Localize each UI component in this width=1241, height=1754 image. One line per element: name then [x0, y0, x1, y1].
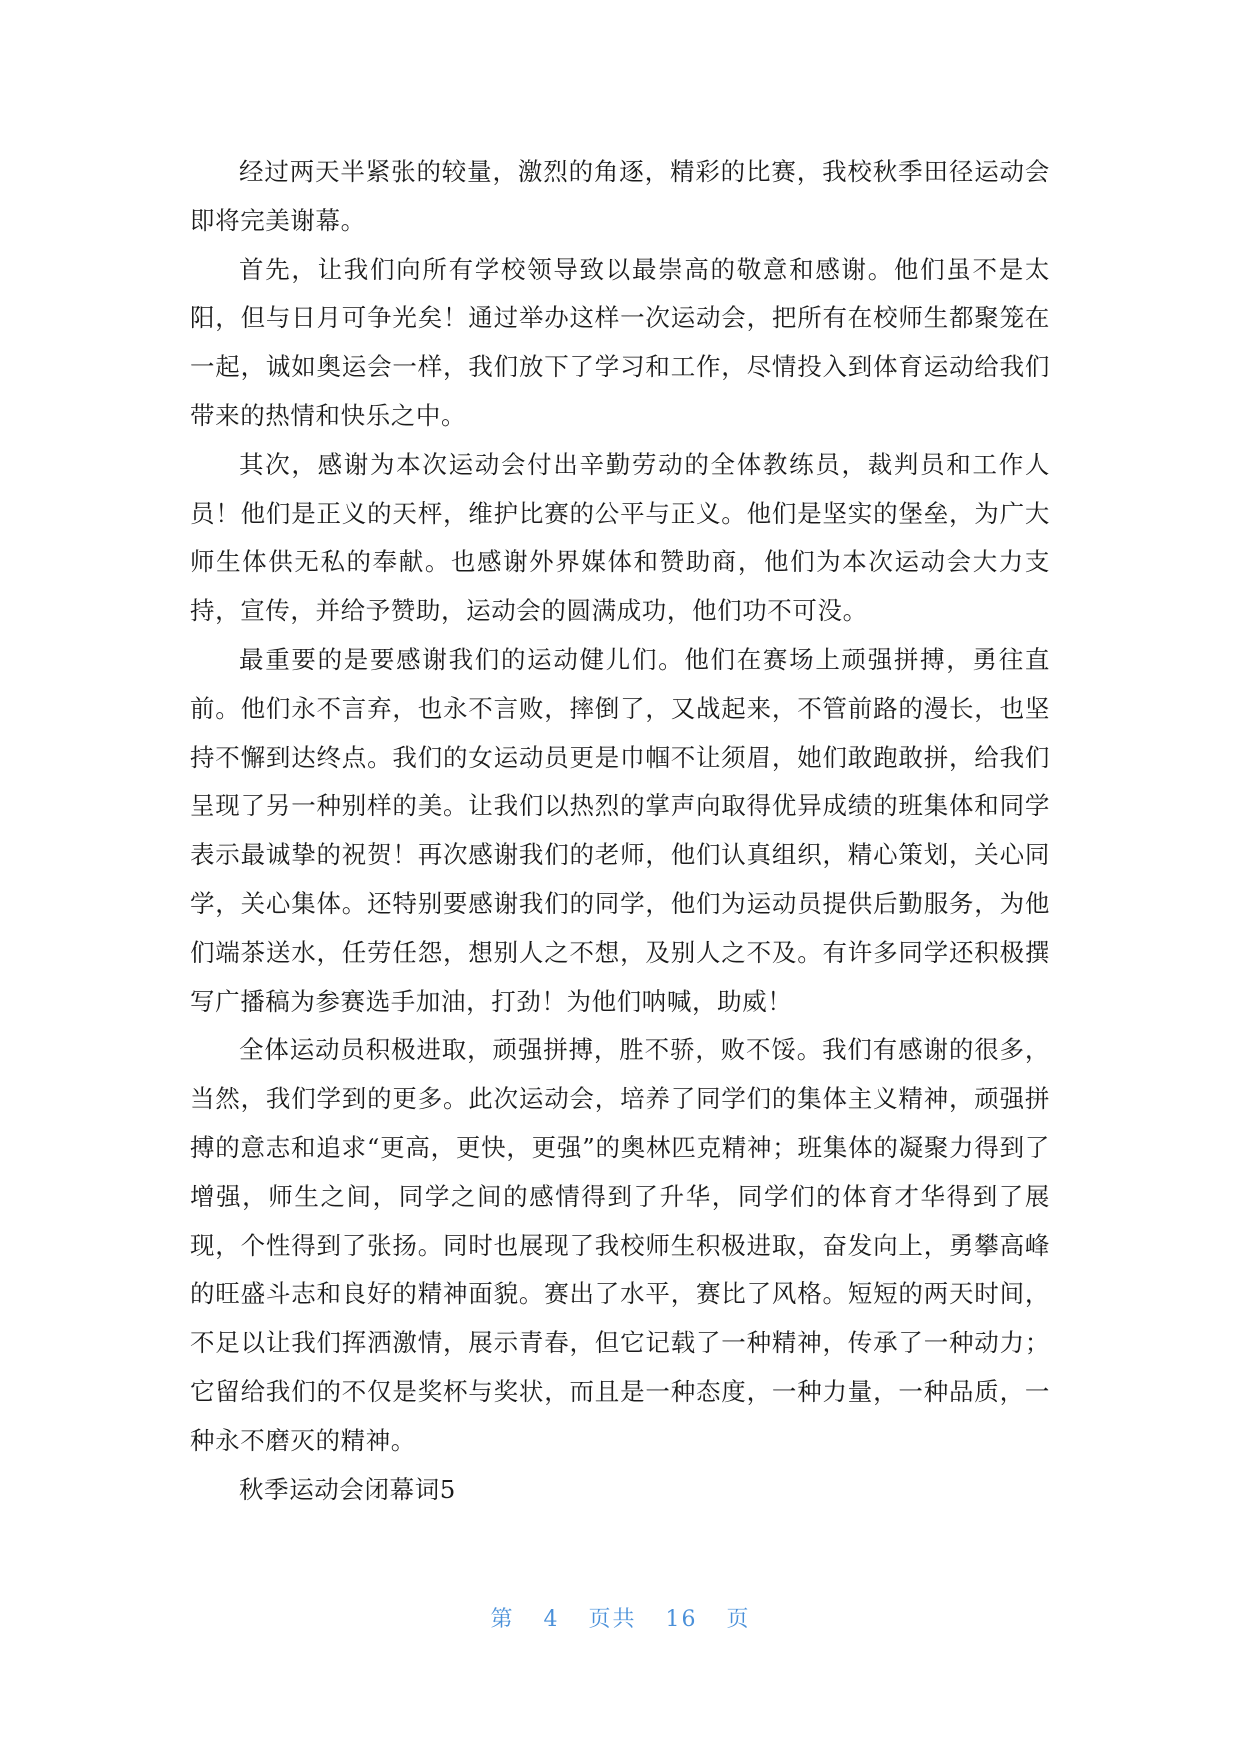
page-footer — [0, 1602, 1241, 1633]
section-subtitle: 秋季运动会闭幕词5 — [239, 1474, 456, 1504]
footer-current-page: 4 — [543, 1607, 560, 1632]
footer-total-pages: 16 — [665, 1607, 698, 1632]
paragraph-1: 经过两天半紧张的较量，激烈的角逐，精彩的比赛，我校秋季田径运动会即将完美谢幕。 — [190, 157, 1050, 235]
paragraph-4: 最重要的是要感谢我们的运动健儿们。他们在赛场上顽强拼搏，勇往直前。他们永不言弃，也永不言败，摔倒了，又战起来，不管前路的漫长，也坚持不懈到达终点。我们的女运动员更是巾帼不让须眉，她们敢跑敢拼，给我们呈现了另一种别样的美。让我们以热烈的掌声向取得优异成绩的班集体和同学表示最诚挚的祝贺！再次感谢我们的老师，他们认真组织，精心策划，关心同学，关心集体。还特别要感谢我们的同学，他们为运动员提供后勤服务，为他们端茶送水，任劳任怨，想别人之不想，及别人之不及。有许多同学还积极撰写广播稿为参赛选手加油，打劲！为他们呐喊，助威！ — [190, 644, 1050, 1016]
document-body — [190, 148, 1050, 1514]
paragraph-2: 首先，让我们向所有学校领导致以最崇高的敬意和感谢。他们虽不是太阳，但与日月可争光矣！通过举办这样一次运动会，把所有在校师生都聚笼在一起，诚如奥运会一样，我们放下了学习和工作，尽情投入到体育运动给我们带来的热情和快乐之中。 — [190, 254, 1050, 430]
footer-label-page: 第 — [490, 1607, 515, 1632]
paragraph-5: 全体运动员积极进取，顽强拼搏，胜不骄，败不馁。我们有感谢的很多，当然，我们学到的更多。此次运动会，培养了同学们的集体主义精神，顽强拼搏的意志和追求“更高，更快，更强”的奥林匹克精神；班集体的凝聚力得到了增强，师生之间，同学之间的感情得到了升华，同学们的体育才华得到了展现，个性得到了张扬。同时也展现了我校师生积极进取，奋发向上，勇攀高峰的旺盛斗志和良好的精神面貌。赛出了水平，赛比了风格。短短的两天时间，不足以让我们挥洒激情，展示青春，但它记载了一种精神，传承了一种动力；它留给我们的不仅是奖杯与奖状，而且是一种态度，一种力量，一种品质，一种永不磨灭的精神。 — [190, 1035, 1050, 1455]
footer-label-of: 页共 — [588, 1607, 637, 1632]
paragraph-3: 其次，感谢为本次运动会付出辛勤劳动的全体教练员，裁判员和工作人员！他们是正义的天枰，维护比赛的公平与正义。他们是坚实的堡垒，为广大师生体供无私的奉献。也感谢外界媒体和赞助商，他们为本次运动会大力支持，宣传，并给予赞助，运动会的圆满成功，他们功不可没。 — [190, 449, 1050, 626]
footer-label-end: 页 — [726, 1607, 751, 1632]
